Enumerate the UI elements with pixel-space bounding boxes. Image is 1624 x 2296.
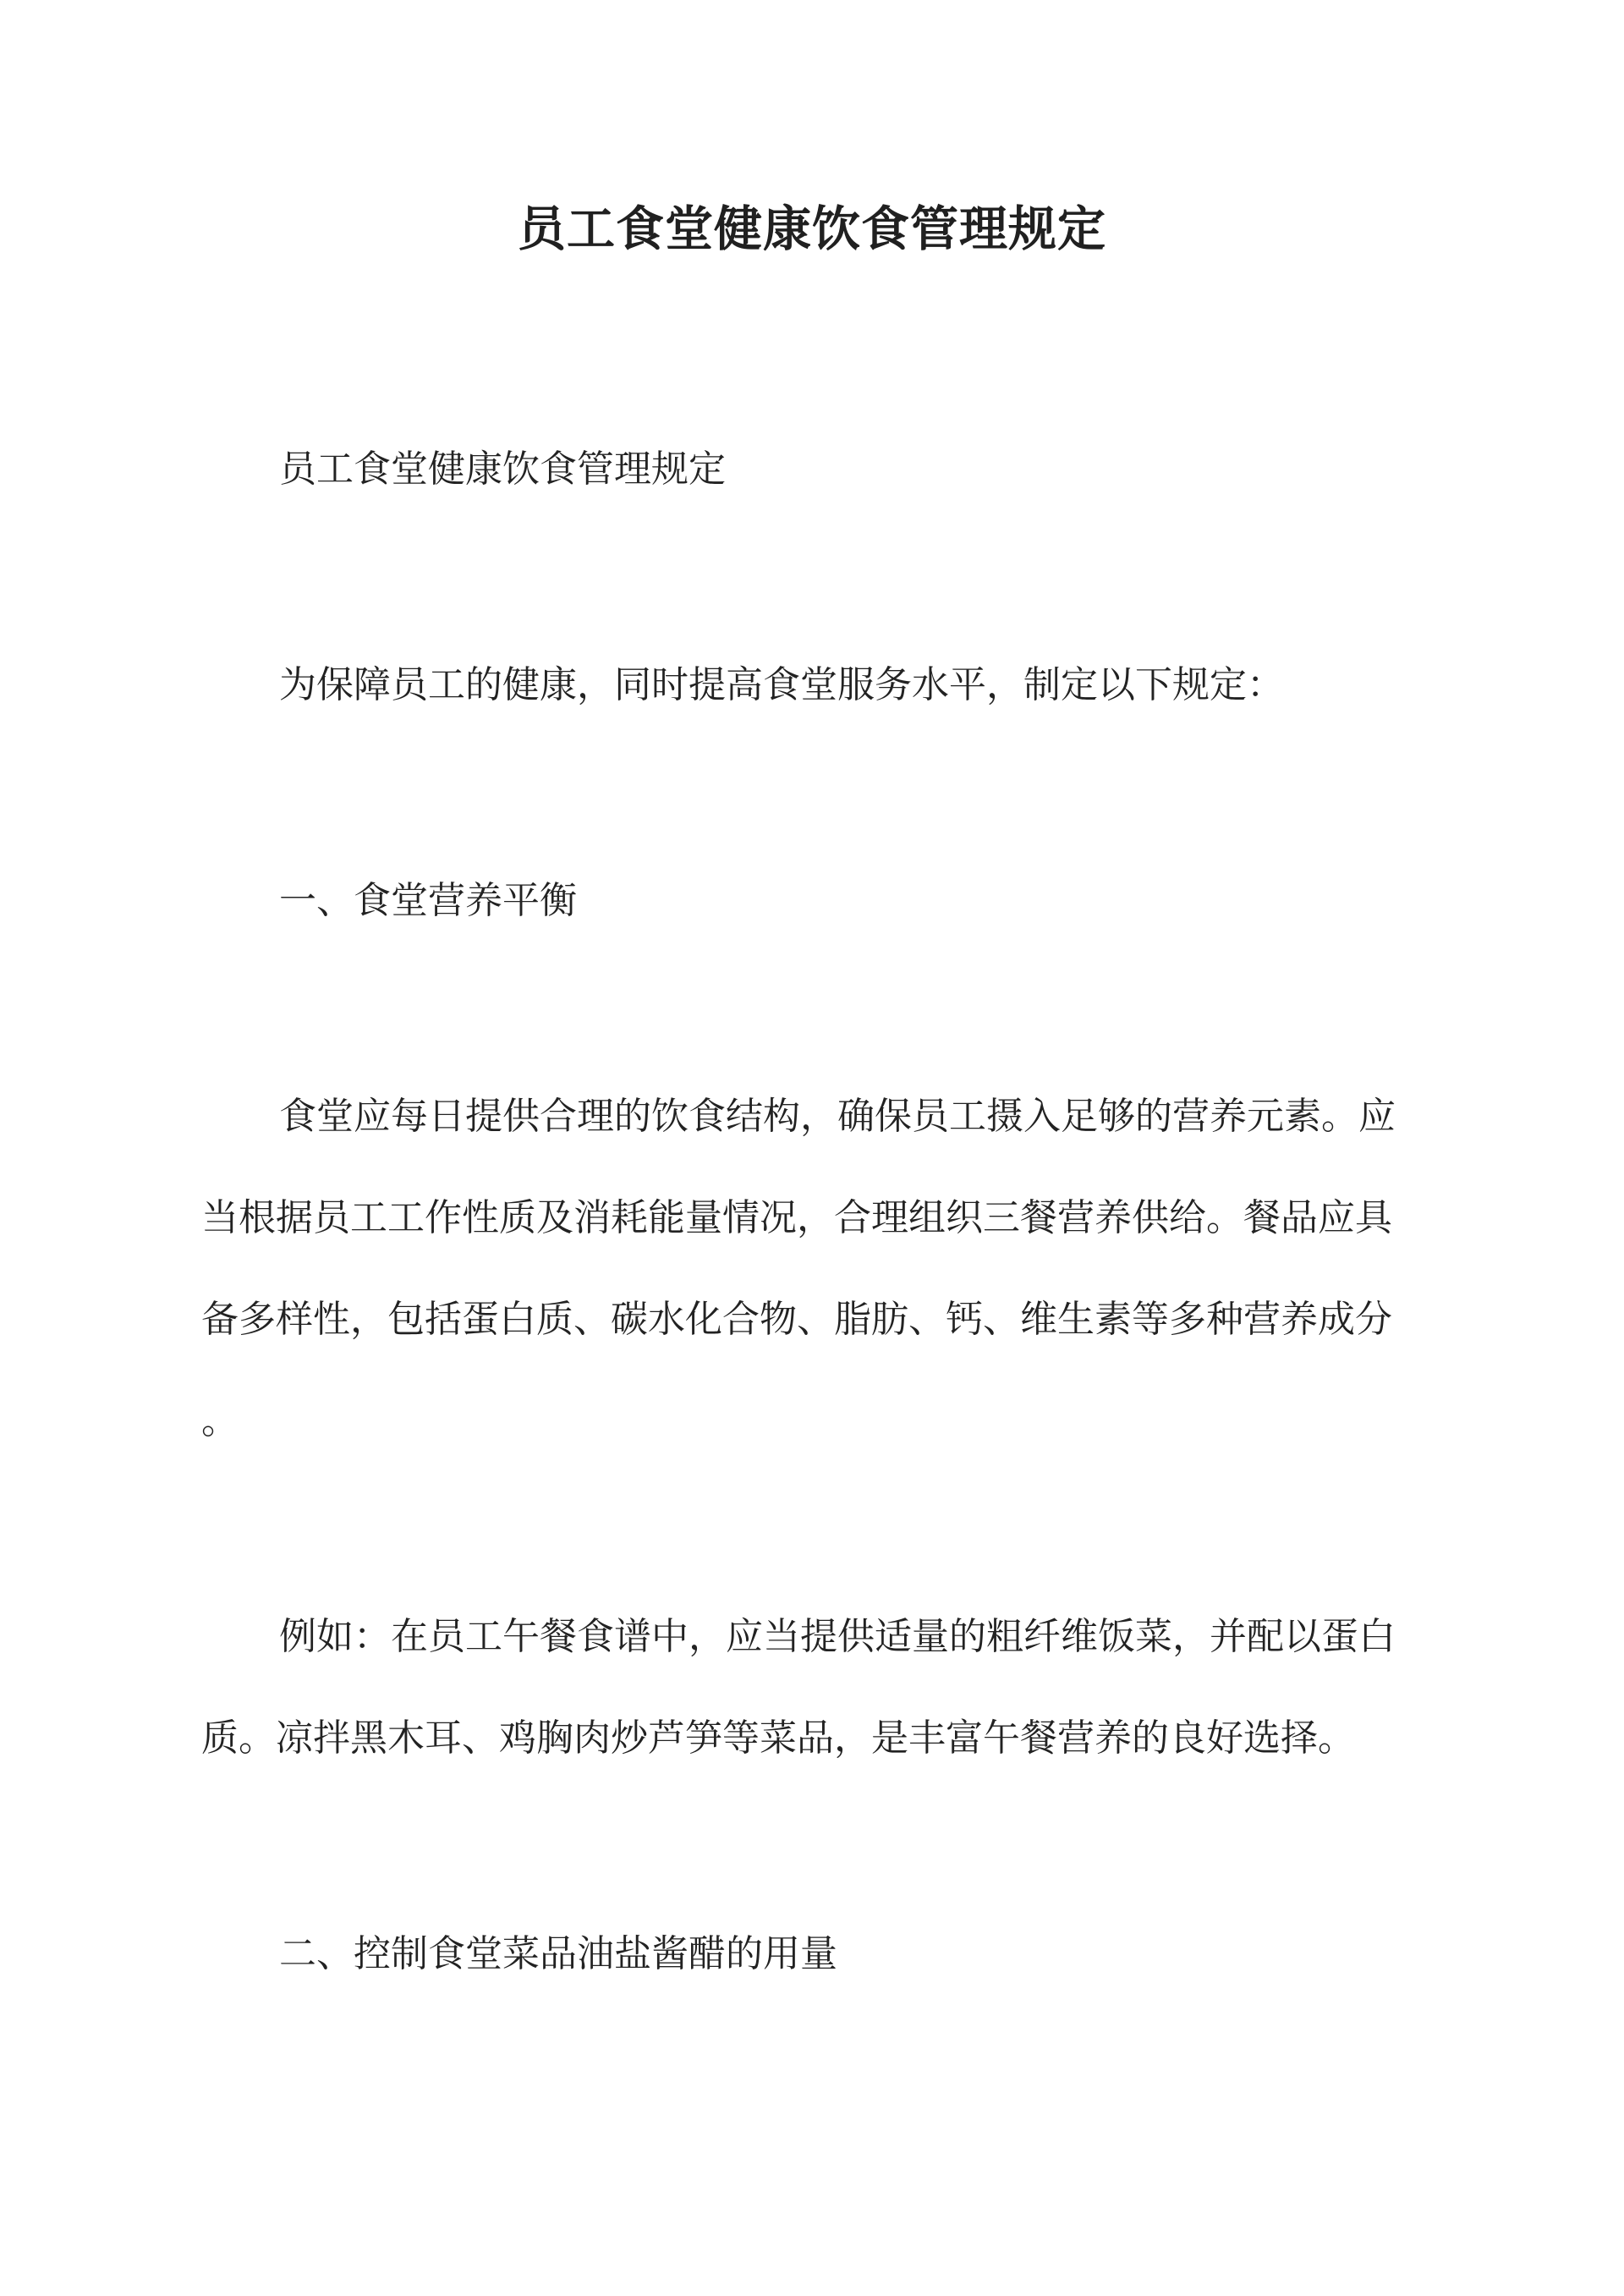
section-1-heading: 一、食堂营养平衡: [279, 879, 577, 922]
section-2-heading: 二、控制食堂菜品油盐酱醋的用量: [279, 1932, 837, 1975]
document-subtitle: 员工食堂健康饮食管理规定: [279, 448, 726, 491]
document-title: 员工食堂健康饮食管理规定: [518, 200, 1106, 257]
section-1-paragraph-1-line-3: 备多样性，包括蛋白质、碳水化合物、脂肪、钙、维生素等多种营养成分: [201, 1298, 1392, 1341]
section-1-paragraph-1-line-2: 当根据员工工作性质及消耗能量情况，合理组织三餐营养供给。餐品应具: [201, 1196, 1392, 1239]
section-1-paragraph-2-line-1: 例如：在员工午餐食谱中，应当提供适量的粗纤维饭菜，并配以蛋白: [279, 1615, 1396, 1658]
section-1-paragraph-1-line-4: 。: [201, 1399, 239, 1442]
intro-paragraph: 为保障员工的健康，同时提高食堂服务水平，制定以下规定：: [279, 663, 1284, 706]
section-1-paragraph-2-line-2: 质。凉拌黑木耳、鸡胸肉炒芦笋等菜品，是丰富午餐营养的良好选择。: [201, 1717, 1355, 1760]
section-1-paragraph-1-line-1: 食堂应每日提供合理的饮食结构，确保员工摄入足够的营养元素。应: [279, 1095, 1396, 1138]
